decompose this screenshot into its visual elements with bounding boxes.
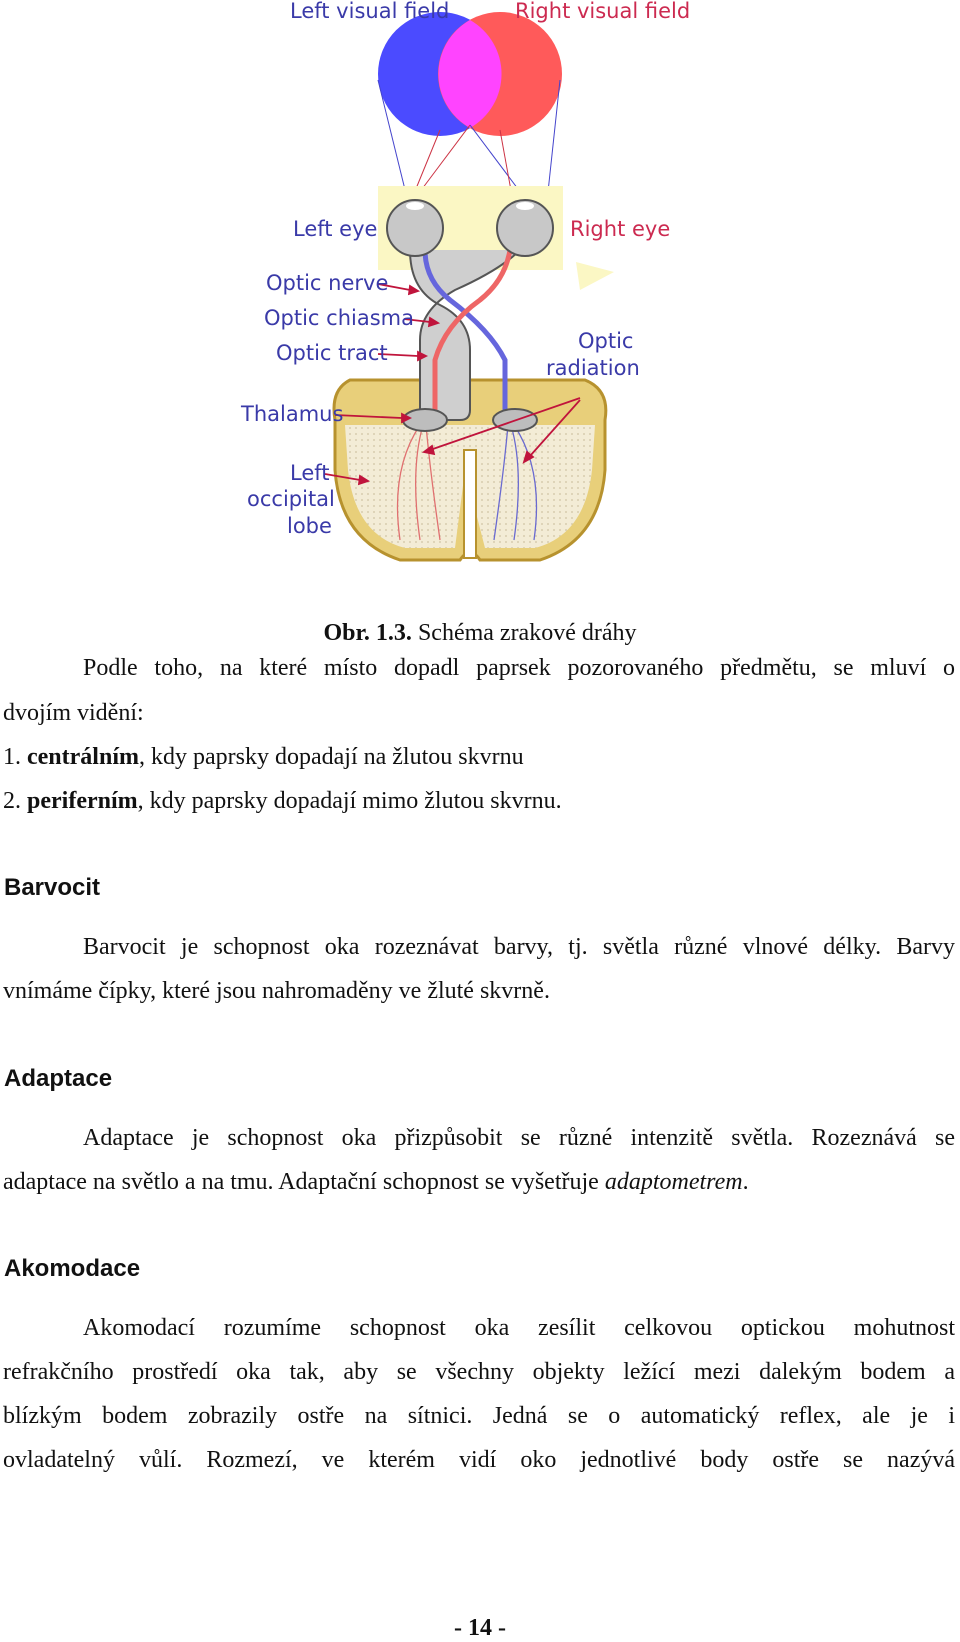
label-optic-nerve: Optic nerve (266, 271, 389, 295)
label-thalamus: Thalamus (241, 402, 344, 426)
adaptace-line-2: adaptace na světlo a na tmu. Adaptační schopnost se vyšetřuje adaptometrem. (3, 1169, 749, 1195)
list-item-term: centrálním (27, 744, 139, 770)
barvocit-line-1: Barvocit je schopnost oka rozeznávat barvy, tj. světla různé vlnové délky. Barvy (83, 934, 955, 960)
akomodace-line-3: blízkým bodem zobrazily ostře na sítnici. Jedná se o automatický reflex, ale je i (3, 1403, 955, 1429)
adaptace-line-1: Adaptace je schopnost oka přizpůsobit se různé intenzitě světla. Rozeznává se (83, 1125, 955, 1151)
label-optic-radiation-2: radiation (546, 356, 640, 380)
label-right-visual-field: Right visual field (515, 0, 690, 23)
label-occipital-3: lobe (287, 514, 332, 538)
heading-adaptace: Adaptace (4, 1065, 113, 1092)
left-thalamus (403, 409, 447, 431)
barvocit-line-2: vnímáme čípky, které jsou nahromaděny ve žluté skvrně. (3, 978, 550, 1004)
heading-barvocit: Barvocit (4, 874, 101, 901)
caption-text: Schéma zrakové dráhy (411, 620, 637, 646)
label-optic-tract: Optic tract (276, 341, 388, 365)
heading-akomodace: Akomodace (4, 1255, 141, 1282)
label-occipital-2: occipital (247, 487, 335, 511)
label-left-eye: Left eye (293, 217, 378, 241)
label-left-visual-field: Left visual field (290, 0, 450, 23)
list-item-term: periferním (27, 788, 138, 814)
visual-pathway-figure (230, 0, 690, 600)
list-item-peripheral: 2. periferním, kdy paprsky dopadají mimo žlutou skvrnu. (3, 788, 562, 814)
label-optic-radiation-1: Optic (578, 329, 634, 353)
label-occipital-1: Left (290, 461, 330, 485)
adaptometr-term: adaptometrem (604, 1169, 743, 1195)
label-right-eye: Right eye (570, 217, 671, 241)
visual-pathway-diagram (230, 0, 690, 600)
akomodace-line-2: refrakčního prostředí oka tak, aby se všechny objekty ležící mezi dalekým bodem a (3, 1359, 955, 1385)
caption-number: Obr. 1.3. (323, 620, 412, 646)
akomodace-line-4: ovladatelný vůlí. Rozmezí, ve kterém vidí oko jednotlivé body ostře se nazývá (3, 1447, 955, 1473)
figure-caption (0, 620, 960, 647)
intro-line-1: Podle toho, na které místo dopadl paprsek pozorovaného předmětu, se mluví o (83, 655, 955, 681)
label-optic-chiasma: Optic chiasma (264, 306, 414, 330)
list-item-central: 1. centrálním, kdy paprsky dopadají na žlutou skvrnu (3, 744, 524, 770)
akomodace-line-1: Akomodací rozumíme schopnost oka zesílit celkovou optickou mohutnost (83, 1315, 955, 1341)
page-number: - 14 - (454, 1615, 506, 1641)
intro-line-2: dvojím vidění: (3, 700, 144, 726)
